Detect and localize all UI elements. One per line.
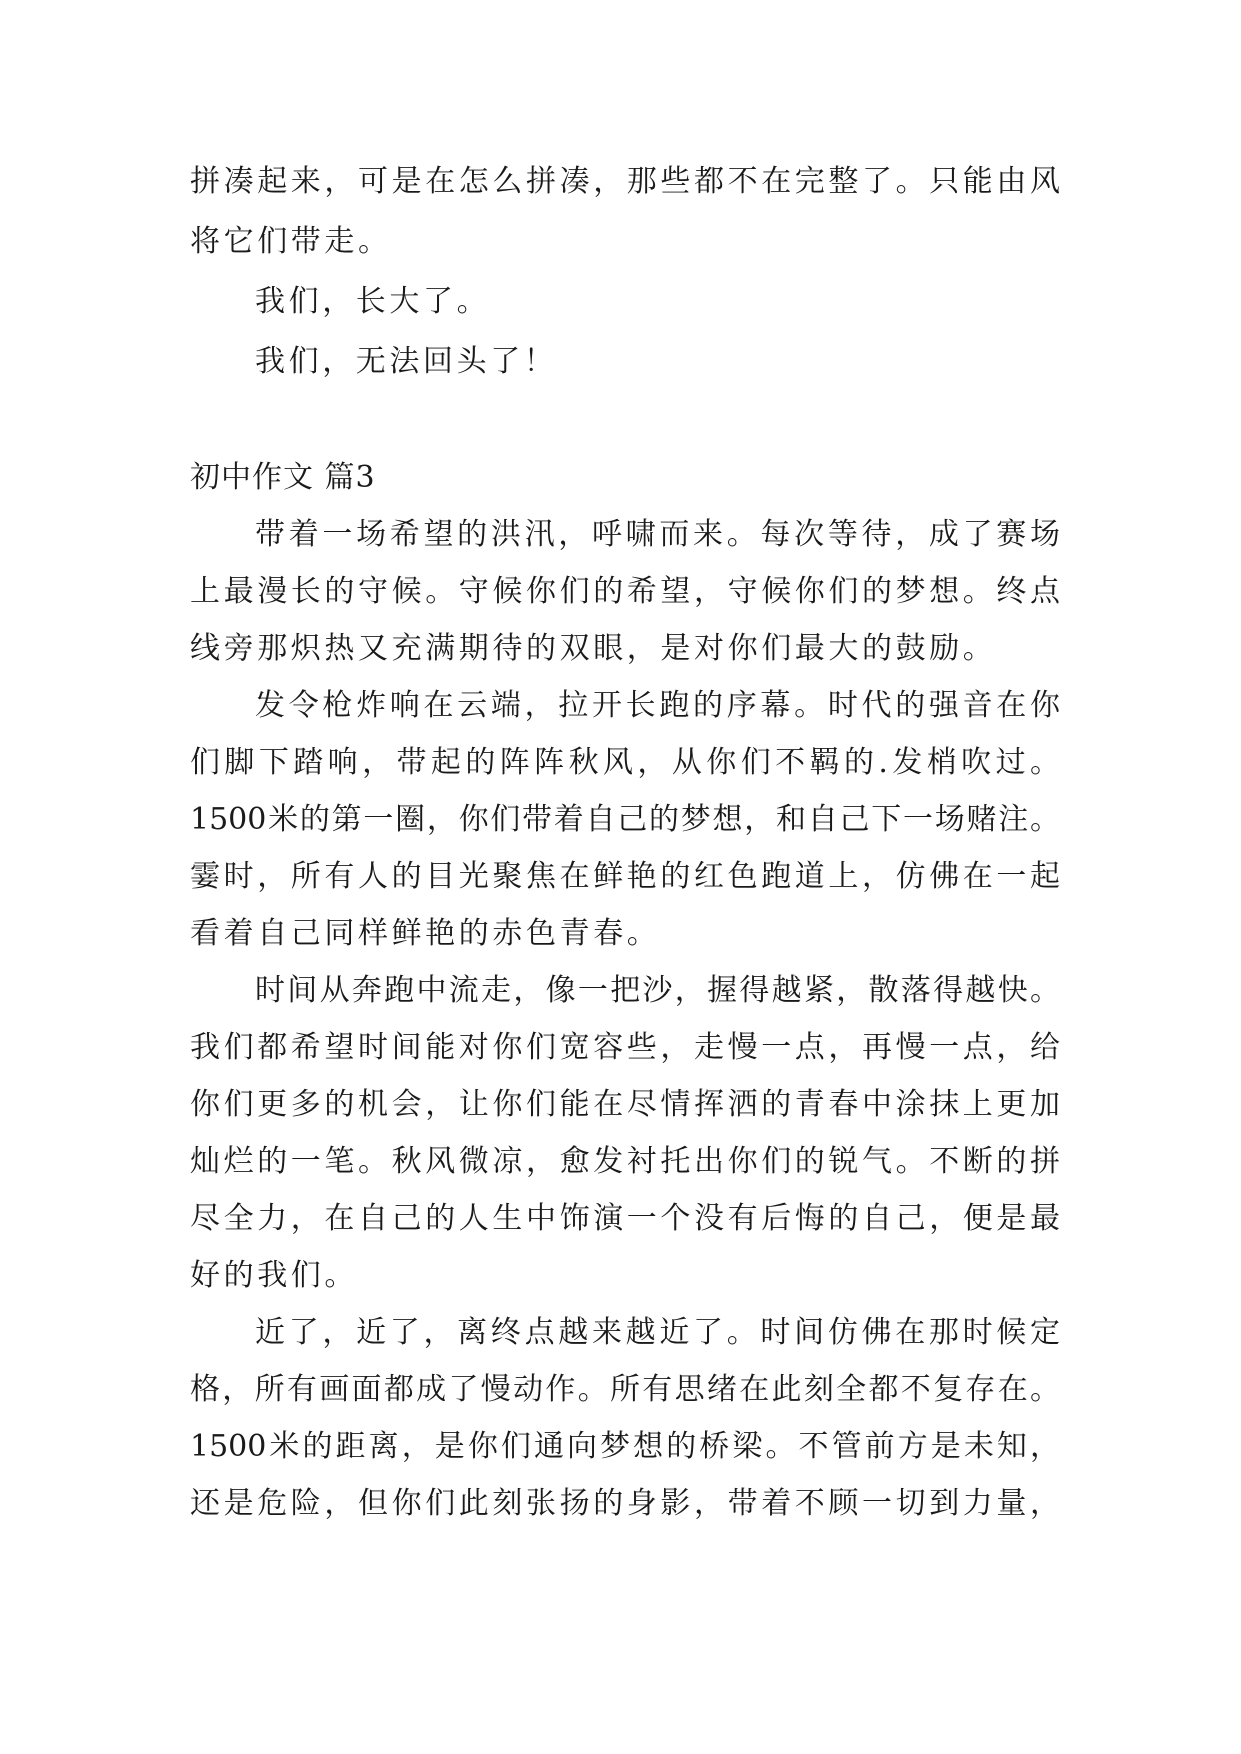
text-line: 尽全力，在自己的人生中饰演一个没有后悔的自己，便是最	[190, 1201, 1060, 1236]
text-line: 上最漫长的守候。守候你们的希望，守候你们的梦想。终点	[190, 574, 1060, 609]
text-line: 你们更多的机会，让你们能在尽情挥洒的青春中涂抹上更加	[190, 1087, 1060, 1122]
text-line: 带着一场希望的洪汛，呼啸而来。每次等待，成了赛场	[255, 517, 1060, 552]
text-line: 发令枪炸响在云端，拉开长跑的序幕。时代的强音在你	[255, 688, 1060, 723]
text-line: 好的我们。	[190, 1258, 358, 1293]
text-line: 将它们带走。	[190, 224, 392, 259]
text-line: 灿烂的一笔。秋风微凉，愈发衬托出你们的锐气。不断的拼	[190, 1144, 1060, 1179]
text-line: 霎时，所有人的目光聚焦在鲜艳的红色跑道上，仿佛在一起	[190, 859, 1060, 894]
text-line: 还是危险，但你们此刻张扬的身影，带着不顾一切到力量，	[190, 1486, 1060, 1521]
text-line: 我们都希望时间能对你们宽容些，走慢一点，再慢一点，给	[190, 1030, 1060, 1065]
text-line: 我们，无法回头了！	[255, 344, 558, 379]
text-line: 们脚下踏响，带起的阵阵秋风，从你们不羁的.发梢吹过。	[190, 745, 1060, 780]
text-line: 近了，近了，离终点越来越近了。时间仿佛在那时候定	[255, 1315, 1060, 1350]
text-line: 1500米的第一圈，你们带着自己的梦想，和自己下一场赌注。	[190, 802, 1060, 837]
section-heading: 初中作文 篇3	[190, 460, 376, 495]
text-line: 拼凑起来，可是在怎么拼凑，那些都不在完整了。只能由风	[190, 164, 1060, 199]
text-line: 线旁那炽热又充满期待的双眼，是对你们最大的鼓励。	[190, 631, 997, 666]
text-line: 1500米的距离，是你们通向梦想的桥梁。不管前方是未知，	[190, 1429, 1060, 1464]
text-line: 时间从奔跑中流走，像一把沙，握得越紧，散落得越快。	[255, 973, 1060, 1008]
text-line: 看着自己同样鲜艳的赤色青春。	[190, 916, 661, 951]
text-line: 格，所有画面都成了慢动作。所有思绪在此刻全都不复存在。	[190, 1372, 1060, 1407]
text-line: 我们，长大了。	[255, 284, 491, 319]
